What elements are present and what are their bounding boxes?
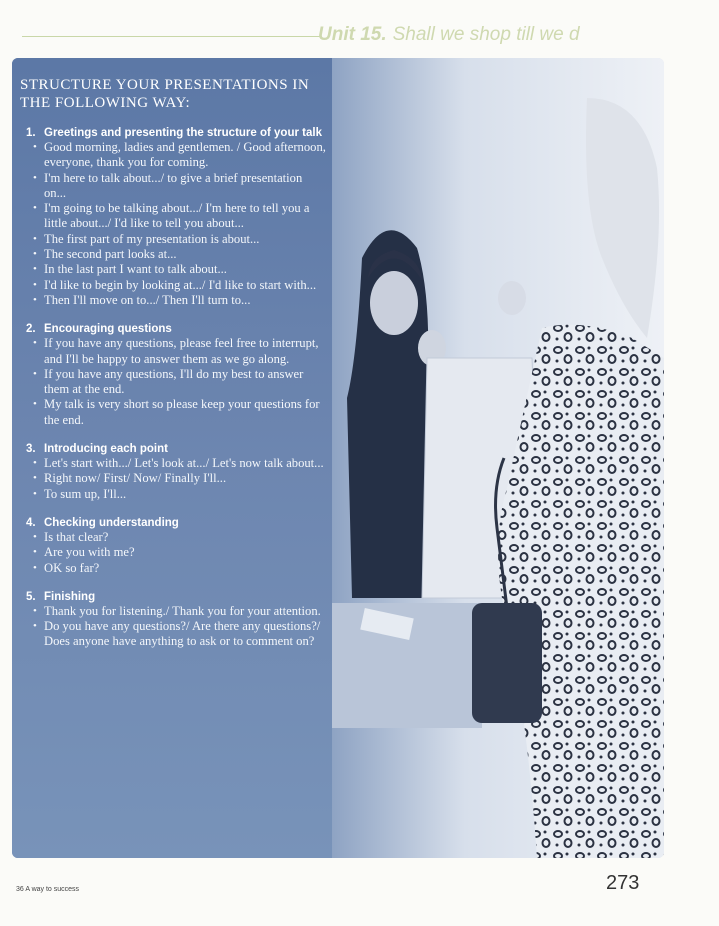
section-title: 5. Finishing <box>26 590 96 603</box>
section-title: 4. Checking understanding <box>26 516 179 529</box>
phrase-list <box>26 530 326 576</box>
unit-title-text: Shall we shop till we d <box>392 24 580 45</box>
list-item: • Good morning, ladies and gentlemen. / Good afternoon, everyone, thank you for coming. <box>26 140 326 171</box>
list-item: • The first part of my presentation is about... <box>26 232 326 247</box>
list-item: • To sum up, I'll... <box>26 487 326 502</box>
list-item: • Then I'll move on to.../ Then I'll turn to... <box>26 293 326 308</box>
phrase-list <box>26 140 326 308</box>
section-introducing-points <box>26 442 326 502</box>
section-finishing <box>26 590 326 650</box>
book-title-footer: 36 A way to success <box>16 886 80 893</box>
phrase-list <box>26 604 326 650</box>
list-item: • My talk is very short so please keep your questions for the end. <box>26 397 326 428</box>
list-item: • I'm going to be talking about.../ I'm here to tell you a little about.../ I'd like to tell you about... <box>26 201 326 232</box>
section-checking-understanding <box>26 516 326 576</box>
list-item: • If you have any questions, please feel free to interrupt, and I'll be happy to answer them as we go along. <box>26 336 326 367</box>
handbag <box>472 603 542 723</box>
shopping-photo <box>332 58 664 858</box>
list-item: • If you have any questions, I'll do my best to answer them at the end. <box>26 367 326 398</box>
list-item: • I'd like to begin by looking at.../ I'd like to start with... <box>26 278 326 293</box>
sections-container <box>26 126 326 664</box>
panel-heading: STRUCTURE YOUR PRESENTATIONS IN THE FOLLOWING WAY: <box>20 77 310 111</box>
section-title: 2. Encouraging questions <box>26 323 172 336</box>
customer-hand <box>498 281 526 315</box>
presentation-tips-panel <box>12 58 664 858</box>
list-item: • Do you have any questions?/ Are there any questions?/ Does anyone have anything to ask or to comment on? <box>26 619 326 650</box>
phrase-list <box>26 336 326 428</box>
phrase-list <box>26 456 326 502</box>
list-item: • I'm here to talk about.../ to give a brief presentation on... <box>26 171 326 202</box>
section-encouraging-questions <box>26 322 326 428</box>
list-item: • In the last part I want to talk about... <box>26 262 326 277</box>
list-item: • Are you with me? <box>26 545 326 560</box>
list-item: • Thank you for listening./ Thank you for your attention. <box>26 604 326 619</box>
list-item: • Right now/ First/ Now/ Finally I'll... <box>26 471 326 486</box>
list-item: • Let's start with.../ Let's look at.../ Let's now talk about... <box>26 456 326 471</box>
assistant-face <box>370 271 418 335</box>
header-rule <box>22 36 322 37</box>
unit-number: Unit 15. <box>318 24 387 45</box>
section-title: 1. Greetings and presenting the structure of your talk <box>26 127 322 139</box>
unit-title <box>318 24 580 46</box>
list-item: • OK so far? <box>26 561 326 576</box>
page-number: 273 <box>606 872 640 894</box>
list-item: • The second part looks at... <box>26 247 326 262</box>
section-title: 3. Introducing each point <box>26 443 168 456</box>
list-item: • Is that clear? <box>26 530 326 545</box>
section-greetings <box>26 126 326 308</box>
